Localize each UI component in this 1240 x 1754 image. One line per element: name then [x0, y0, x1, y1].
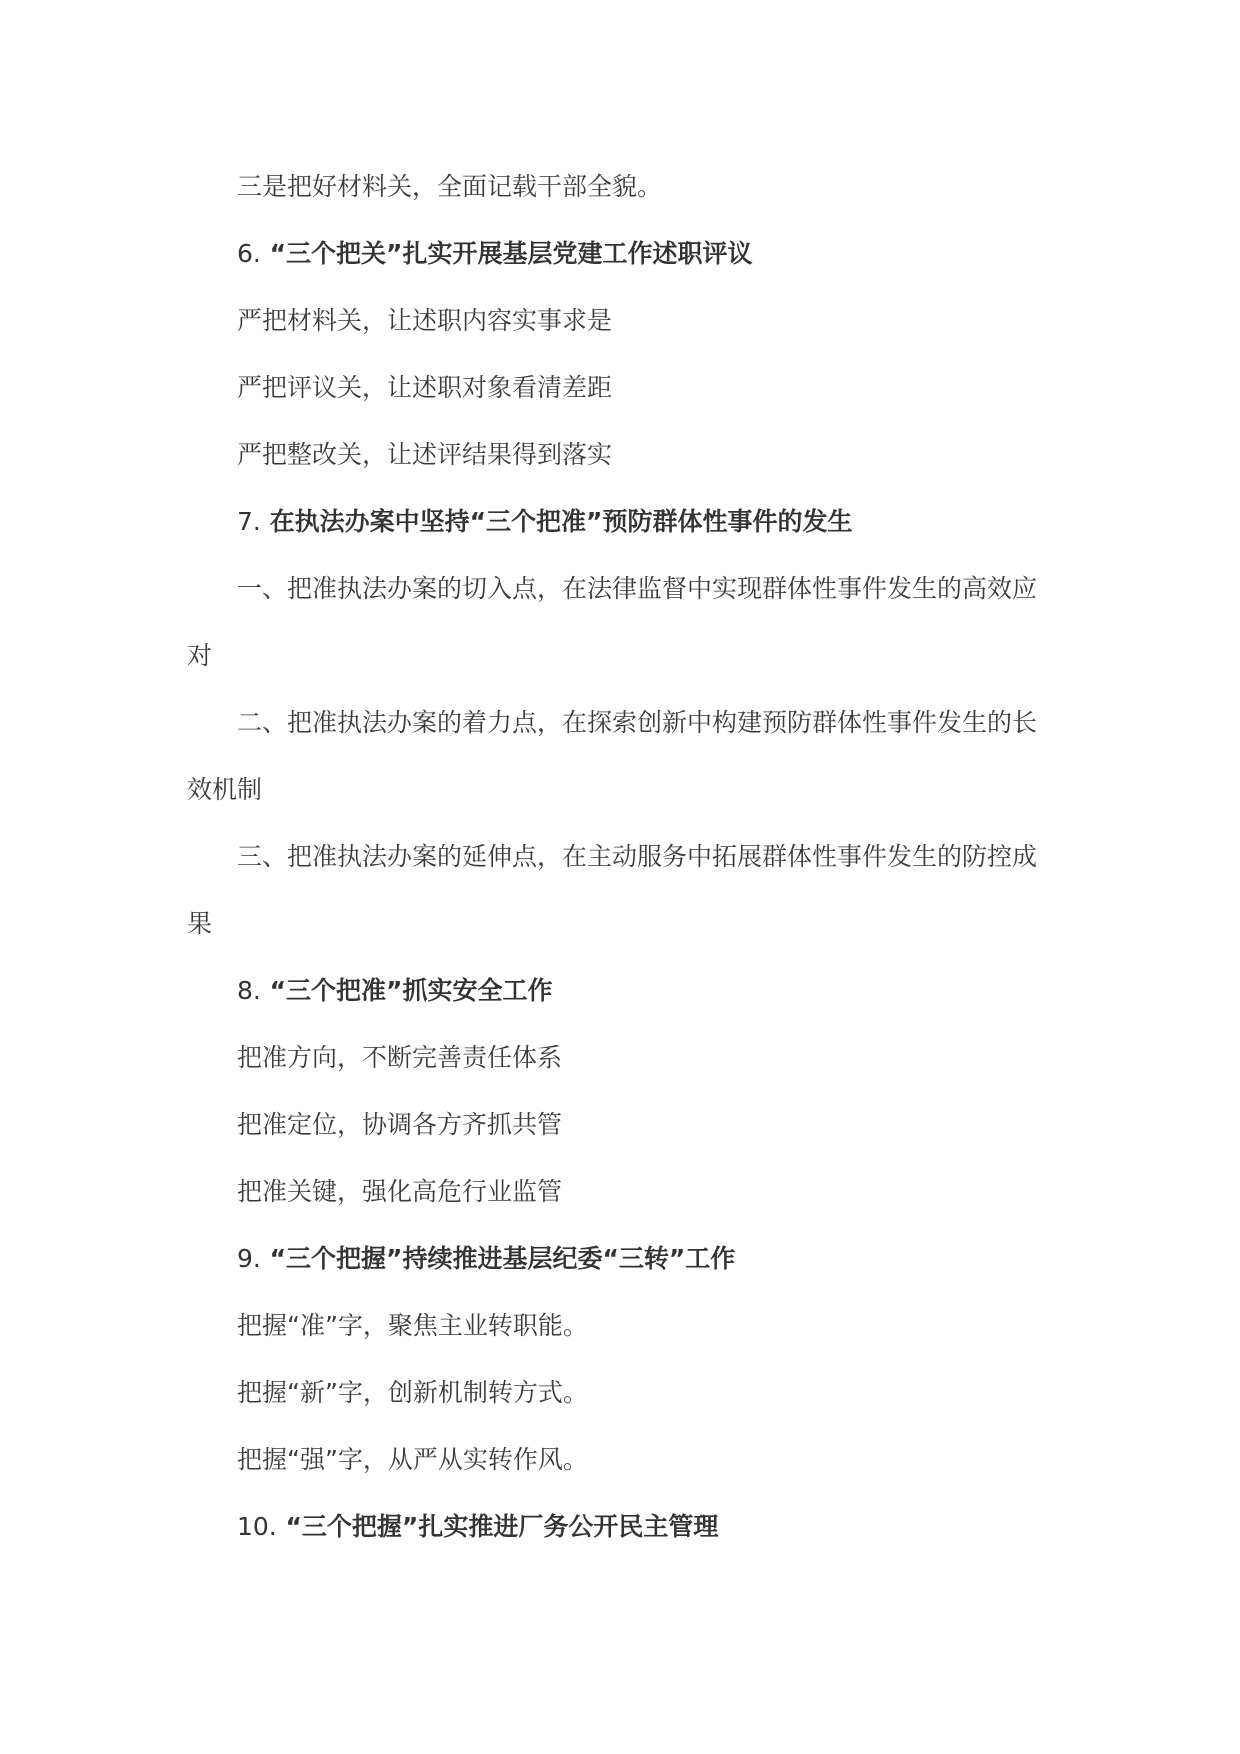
item-text: 对: [187, 641, 213, 670]
list-item: [187, 373, 1047, 440]
list-item: [187, 708, 1047, 775]
list-item: [187, 1110, 1047, 1177]
item-text: 把准定位，协调各方齐抓共管: [237, 1110, 563, 1139]
item-text: 把准关键，强化高危行业监管: [237, 1177, 563, 1206]
item-text: 把握“强”字，从严从实转作风。: [237, 1445, 588, 1474]
list-item: [187, 574, 1047, 641]
heading-number: 8.: [237, 976, 261, 1005]
item-text: 三、把准执法办案的延伸点，在主动服务中拓展群体性事件发生的防控成: [237, 842, 1038, 871]
list-item: [187, 172, 1047, 239]
item-text: 一、把准执法办案的切入点，在法律监督中实现群体性事件发生的高效应: [237, 574, 1038, 603]
item-text: 严把评议关，让述职对象看清差距: [237, 373, 613, 402]
heading-number: 10.: [237, 1512, 277, 1541]
section-heading: [187, 507, 1047, 574]
item-text: 把握“准”字，聚焦主业转职能。: [237, 1311, 588, 1340]
list-item: [187, 842, 1047, 909]
document-body: [187, 172, 1047, 1579]
item-text: 效机制: [187, 775, 263, 804]
item-text: 把准方向，不断完善责任体系: [237, 1043, 563, 1072]
list-item: [187, 1311, 1047, 1378]
item-text: 把握“新”字，创新机制转方式。: [237, 1378, 588, 1407]
heading-number: 7.: [237, 507, 261, 536]
item-text: 二、把准执法办案的着力点，在探索创新中构建预防群体性事件发生的长: [237, 708, 1038, 737]
heading-number: 9.: [237, 1244, 261, 1273]
item-text: 严把材料关，让述职内容实事求是: [237, 306, 613, 335]
section-heading: [187, 239, 1047, 306]
heading-title: “三个把握”扎实推进厂务公开民主管理: [285, 1512, 719, 1541]
list-item-continuation: [187, 909, 1047, 976]
section-heading: [187, 1244, 1047, 1311]
list-item: [187, 306, 1047, 373]
item-text: 严把整改关，让述评结果得到落实: [237, 440, 613, 469]
list-item: [187, 1043, 1047, 1110]
list-item: [187, 440, 1047, 507]
section-heading: [187, 976, 1047, 1043]
list-item: [187, 1177, 1047, 1244]
heading-title: 在执法办案中坚持“三个把准”预防群体性事件的发生: [269, 507, 853, 536]
list-item: [187, 1378, 1047, 1445]
list-item: [187, 1445, 1047, 1512]
list-item-continuation: [187, 775, 1047, 842]
section-heading: [187, 1512, 1047, 1579]
heading-title: “三个把准”抓实安全工作: [269, 976, 553, 1005]
heading-title: “三个把关”扎实开展基层党建工作述职评议: [269, 239, 753, 268]
heading-title: “三个把握”持续推进基层纪委“三转”工作: [269, 1244, 736, 1273]
heading-number: 6.: [237, 239, 261, 268]
item-text: 果: [187, 909, 213, 938]
list-item-continuation: [187, 641, 1047, 708]
item-text: 三是把好材料关，全面记载干部全貌。: [237, 172, 663, 201]
